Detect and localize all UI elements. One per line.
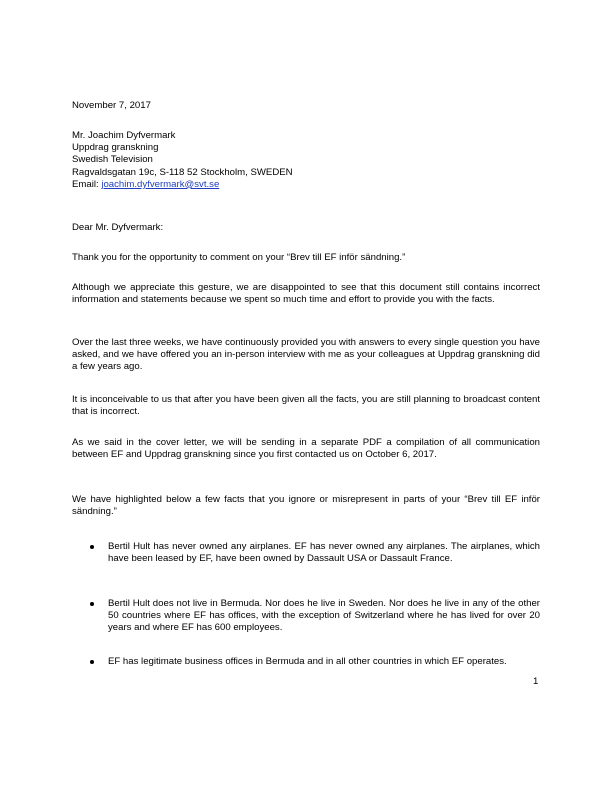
paragraph-compilation: As we said in the cover letter, we will be sending in a separate PDF a compilation of all communication between EF and Uppdrag granskning since you first contacted us on October 6, 2017.	[72, 437, 540, 461]
paragraph-disappointment: Although we appreciate this gesture, we are disappointed to see that this document still contains incorrect information and statements because we spent so much time and effort to provide you with the facts.	[72, 282, 540, 306]
bullet-text: Bertil Hult has never owned any airplanes. EF has never owned any airplanes. The airplanes, which have been leased by EF, have been owned by Dassault USA or Dassault France.	[108, 541, 540, 565]
paragraph-thanks: Thank you for the opportunity to comment on your “Brev till EF inför sändning.”	[72, 252, 406, 263]
paragraph-highlighted-facts: We have highlighted below a few facts that you ignore or misrepresent in parts of your “Brev till EF inför sändning.”	[72, 494, 540, 518]
recipient-department: Uppdrag granskning	[72, 142, 159, 154]
letter-date: November 7, 2017	[72, 100, 151, 111]
bullet-text: Bertil Hult does not live in Bermuda. Nor does he live in Sweden. Nor does he live in any of the other 50 countries where EF has offices, with the exception of Switzerland where he has lived for over 20 years and where EF has 600 employees.	[108, 598, 540, 634]
bullet-icon	[90, 602, 94, 606]
email-label: Email:	[72, 178, 102, 190]
bullet-icon	[90, 660, 94, 664]
bullet-text: EF has legitimate business offices in Bermuda and in all other countries in which EF operates.	[108, 656, 507, 667]
bullet-icon	[90, 545, 94, 549]
page-number: 1	[533, 676, 539, 687]
paragraph-inconceivable: It is inconceivable to us that after you have been given all the facts, you are still planning to broadcast content that is incorrect.	[72, 394, 540, 418]
recipient-organization: Swedish Television	[72, 154, 153, 166]
recipient-street-address: Ragvaldsgatan 19c, S-118 52 Stockholm, SWEDEN	[72, 166, 293, 178]
recipient-email-line	[72, 179, 540, 191]
paragraph-answers: Over the last three weeks, we have continuously provided you with answers to every single question you have asked, and we have offered you an in-person interview with me as your colleagues at Uppdrag granskning did a few years ago.	[72, 337, 540, 373]
recipient-address-block	[72, 130, 540, 191]
recipient-name: Mr. Joachim Dyfvermark	[72, 130, 176, 141]
salutation: Dear Mr. Dyfvermark:	[72, 222, 164, 233]
email-link[interactable]: joachim.dyfvermark@svt.se	[101, 178, 220, 190]
